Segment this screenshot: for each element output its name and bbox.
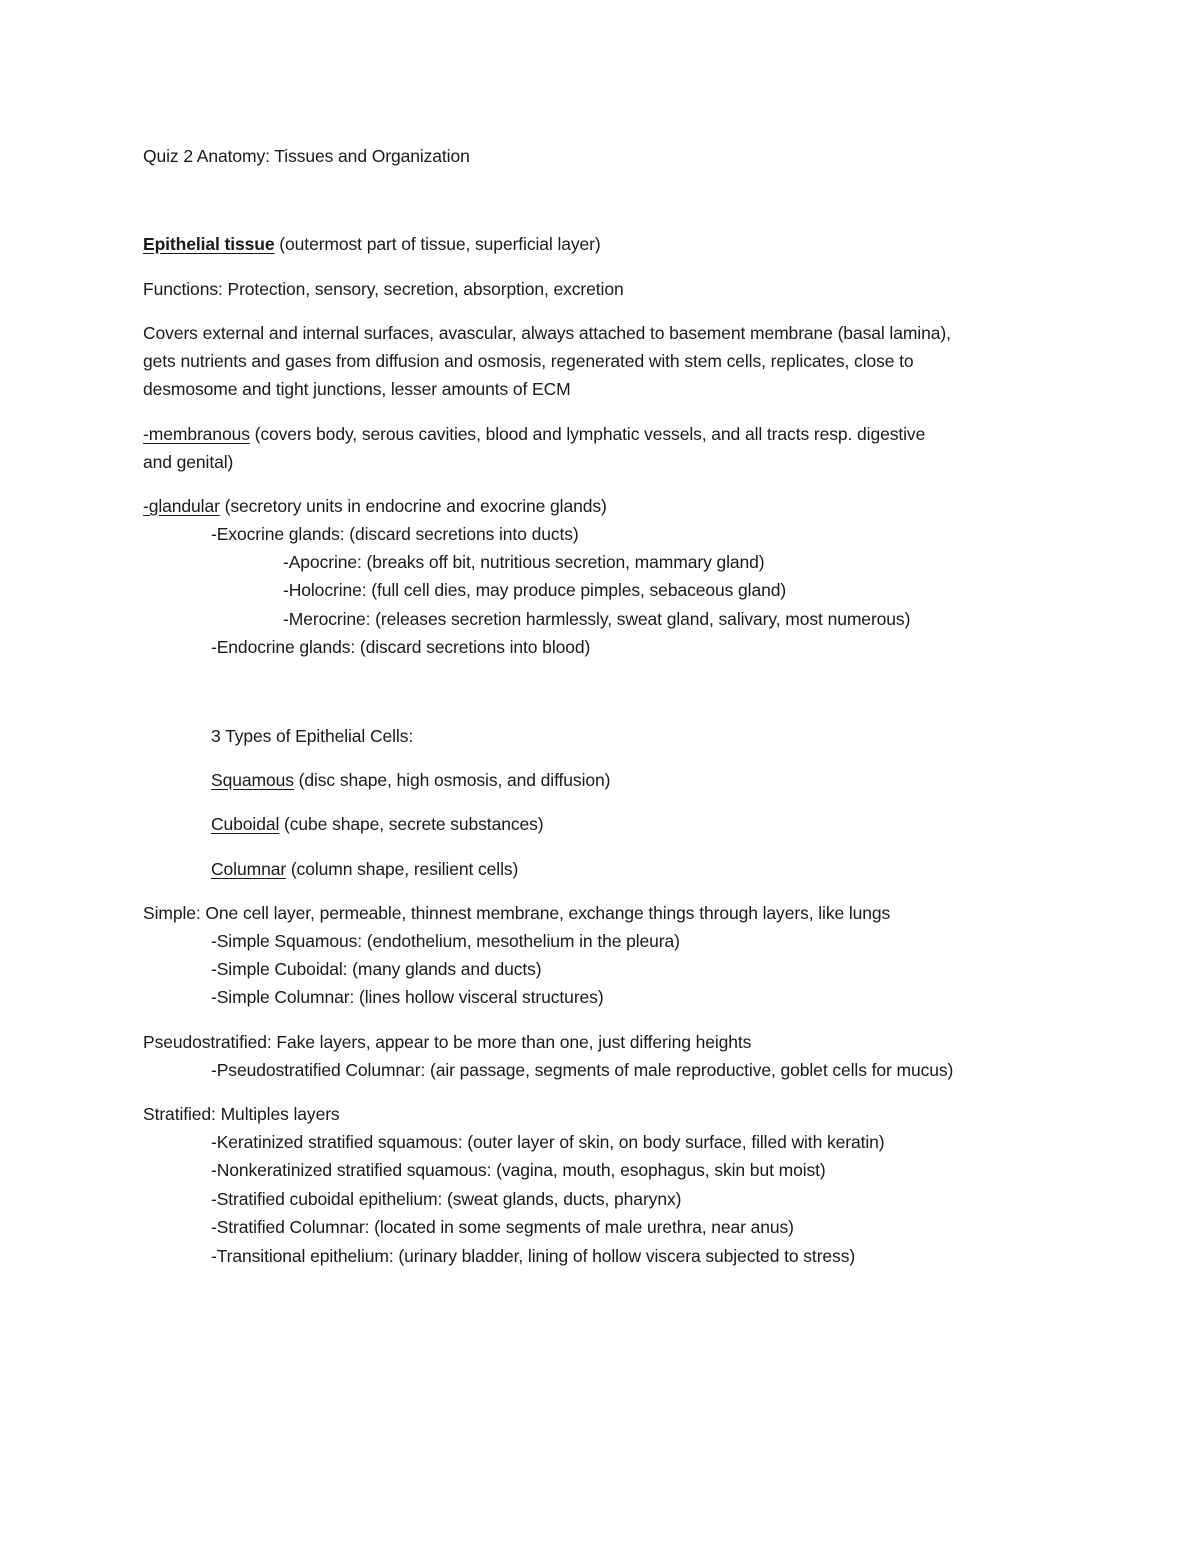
cell-types-heading: 3 Types of Epithelial Cells:: [211, 726, 414, 746]
squamous-note: (disc shape, high osmosis, and diffusion): [293, 770, 611, 790]
membranous-note: (covers body, serous cavities, blood and lymphatic vessels, and all tracts resp. digestive: [249, 424, 926, 444]
columnar-line: [211, 858, 518, 880]
squamous-line: [211, 769, 610, 791]
epithelial-heading-line: [143, 233, 601, 255]
stratified-item: -Keratinized stratified squamous: (outer layer of skin, on body surface, filled with keratin): [211, 1132, 885, 1152]
membranous-cont: and genital): [143, 452, 234, 472]
holocrine-line: -Holocrine: (full cell dies, may produce pimples, sebaceous gland): [283, 580, 787, 600]
endocrine-line: -Endocrine glands: (discard secretions into blood): [211, 637, 591, 657]
simple-item: -Simple Cuboidal: (many glands and ducts): [211, 959, 542, 979]
covers-line-2: gets nutrients and gases from diffusion and osmosis, regenerated with stem cells, replicates, close to: [143, 351, 914, 371]
cuboidal-term: Cuboidal: [211, 814, 280, 834]
simple-item: -Simple Squamous: (endothelium, mesothelium in the pleura): [211, 931, 680, 951]
glandular-note: (secretory units in endocrine and exocrine glands): [219, 496, 607, 516]
glandular-line: [143, 495, 607, 517]
exocrine-line: -Exocrine glands: (discard secretions into ducts): [211, 524, 579, 544]
membranous-line: [143, 423, 925, 445]
epithelial-heading: Epithelial tissue: [143, 234, 275, 254]
pseudostratified-line: Pseudostratified: Fake layers, appear to be more than one, just differing heights: [143, 1032, 752, 1052]
cuboidal-note: (cube shape, secrete substances): [279, 814, 544, 834]
epithelial-heading-note: (outermost part of tissue, superficial layer): [274, 234, 601, 254]
columnar-term: Columnar: [211, 859, 287, 879]
stratified-item: -Nonkeratinized stratified squamous: (vagina, mouth, esophagus, skin but moist): [211, 1160, 826, 1180]
simple-item: -Simple Columnar: (lines hollow visceral structures): [211, 987, 604, 1007]
columnar-note: (column shape, resilient cells): [286, 859, 519, 879]
membranous-term: -membranous: [143, 424, 250, 444]
stratified-item: -Stratified Columnar: (located in some segments of male urethra, near anus): [211, 1217, 794, 1237]
pseudostratified-item: -Pseudostratified Columnar: (air passage, segments of male reproductive, goblet cells for mucus): [211, 1060, 954, 1080]
simple-line: Simple: One cell layer, permeable, thinnest membrane, exchange things through layers, like lungs: [143, 903, 891, 923]
cuboidal-line: [211, 813, 544, 835]
squamous-term: Squamous: [211, 770, 294, 790]
covers-line-1: Covers external and internal surfaces, avascular, always attached to basement membrane (basal lamina),: [143, 323, 951, 343]
apocrine-line: -Apocrine: (breaks off bit, nutritious secretion, mammary gland): [283, 552, 765, 572]
stratified-line: Stratified: Multiples layers: [143, 1104, 340, 1124]
stratified-item: -Stratified cuboidal epithelium: (sweat glands, ducts, pharynx): [211, 1189, 682, 1209]
glandular-term: -glandular: [143, 496, 220, 516]
merocrine-line: -Merocrine: (releases secretion harmlessly, sweat gland, salivary, most numerous): [283, 609, 911, 629]
functions-line: Functions: Protection, sensory, secretion, absorption, excretion: [143, 279, 624, 299]
document-title: Quiz 2 Anatomy: Tissues and Organization: [143, 146, 470, 166]
covers-line-3: desmosome and tight junctions, lesser amounts of ECM: [143, 379, 571, 399]
stratified-item: -Transitional epithelium: (urinary bladder, lining of hollow viscera subjected to stress): [211, 1246, 856, 1266]
